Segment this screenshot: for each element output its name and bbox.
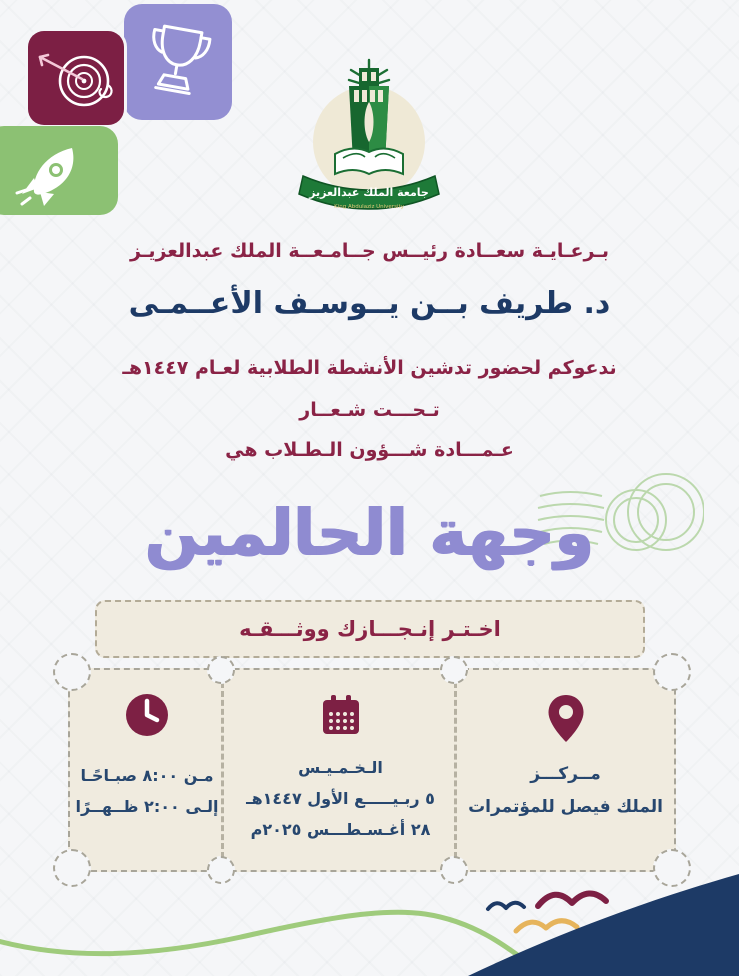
location-line1: مــركـــز: [530, 764, 601, 784]
bottom-decoration: [0, 856, 739, 976]
under-banner-line: تـحـــت شـعــار: [299, 399, 440, 421]
university-logo: [289, 36, 449, 218]
maroon-tile: [28, 31, 124, 125]
green-wave-line: [0, 912, 545, 976]
purple-tile: [124, 4, 232, 120]
location-pin-icon: [543, 692, 589, 748]
green-tile: [0, 126, 118, 215]
time-from: مـن ٨:٠٠ صبـاحًـا: [80, 766, 214, 785]
orange-bird-icon: [516, 921, 577, 931]
clock-icon: [124, 692, 170, 738]
ticket-strip: [68, 668, 676, 872]
trophy-icon: [141, 19, 215, 105]
navy-bird-icon: [488, 903, 524, 909]
invitation-line: ندعوكم لحضور تدشين الأنشطة الطلابية لعـام ١٤٤٧هـ: [122, 357, 617, 379]
calendar-icon: [318, 692, 364, 738]
cta-banner: [95, 600, 645, 658]
maroon-bird-icon: [538, 893, 606, 906]
patronage-line: بـرعـايـة سعــادة رئيــس جــامـعــة الملك عبدالعزيـز: [130, 240, 609, 262]
ticket-location-section: [457, 670, 674, 870]
slogan-calligraphy: وجهة الحالمين: [145, 496, 594, 569]
target-icon: [34, 41, 118, 115]
logo-name-arabic: جامعة الملك عبدالعزيز: [309, 186, 429, 199]
ticket-date-section: [224, 670, 457, 870]
time-to: إلـى ٢:٠٠ ظــهــرًا: [75, 797, 219, 817]
president-name: د. طريف بــن يــوسـف الأعــمـى: [128, 286, 611, 321]
rocket-icon: [10, 136, 94, 206]
ticket-time-section: [70, 670, 224, 870]
cta-banner-text: اخـتـر إنـجـــازك ووثـــقـه: [239, 617, 501, 641]
date-day: الـخـمـيـس: [298, 758, 383, 777]
logo-name-english: King Abdulaziz University: [334, 204, 404, 210]
deanship-line: عـمـــادة شـــؤون الـطـلاب هي: [225, 439, 514, 461]
navy-corner-swoosh: [468, 874, 739, 976]
location-line2: الملك فيصل للمؤتمرات: [468, 797, 663, 818]
date-gregorian: ٢٨ أغـسـطـــس ٢٠٢٥م: [250, 820, 431, 840]
date-hijri: ٥ ربـيـــــع الأول ١٤٤٧هـ: [246, 789, 435, 809]
